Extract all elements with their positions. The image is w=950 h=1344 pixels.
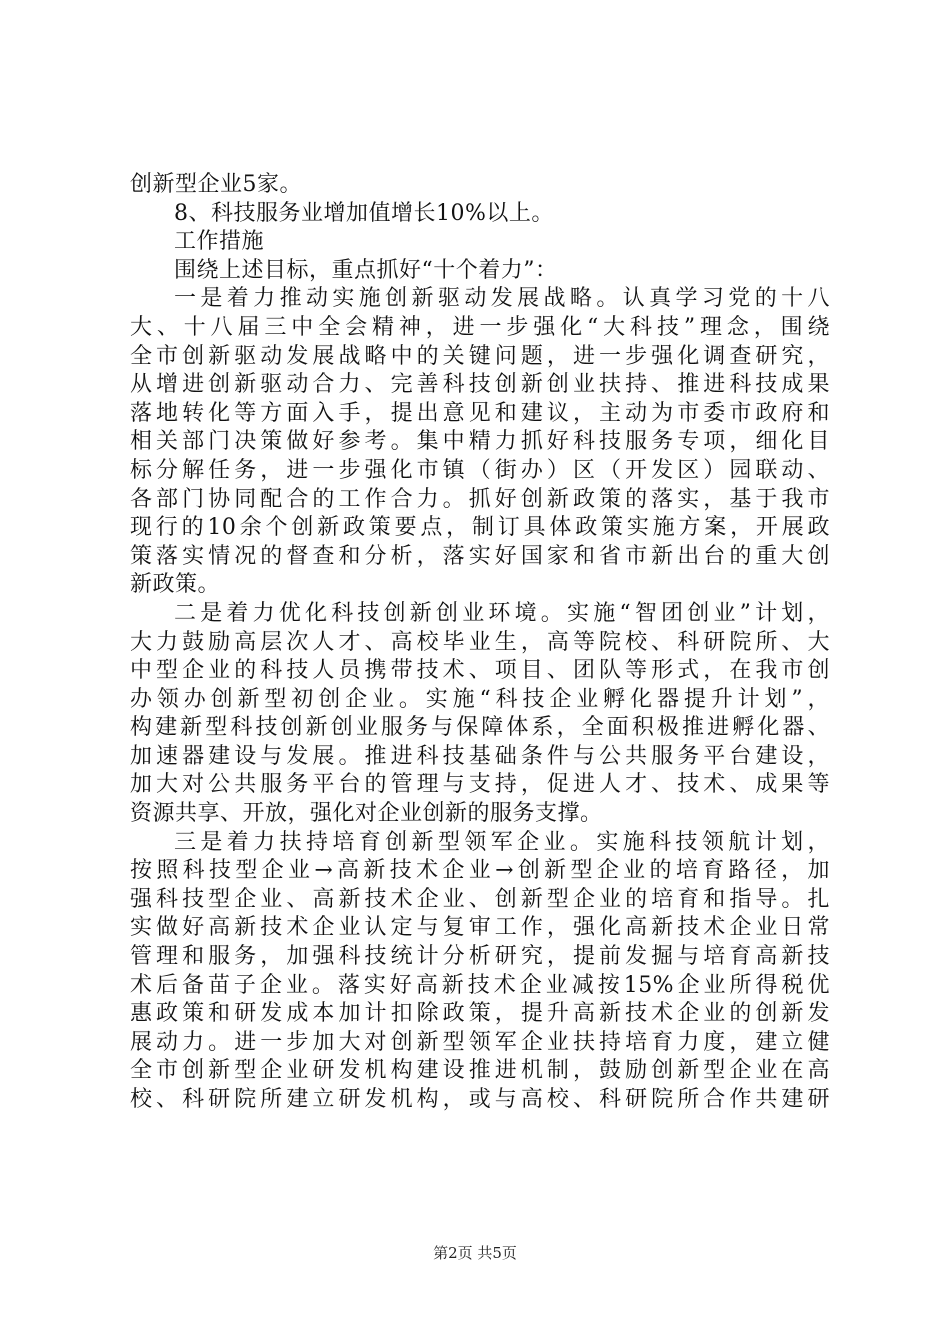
- page-footer: 第2页 共5页: [433, 1244, 517, 1262]
- text-line: 三是着力扶持培育创新型领军企业。实施科技领航计划，: [174, 829, 830, 855]
- text-line: 强科技型企业、高新技术企业、创新型企业的培育和指导。扎: [130, 886, 830, 912]
- text-line: 构建新型科技创新创业服务与保障体系，全面积极推进孵化器、: [130, 715, 830, 741]
- text-line: 全市创新型企业研发机构建设推进机制，鼓励创新型企业在高: [130, 1058, 830, 1084]
- text-line: 加速器建设与发展。推进科技基础条件与公共服务平台建设，: [130, 743, 830, 769]
- text-line: 相关部门决策做好参考。集中精力抓好科技服务专项，细化目: [130, 429, 830, 455]
- text-line: 从增进创新驱动合力、完善科技创新创业扶持、推进科技成果: [130, 372, 830, 398]
- text-line: 办领办创新型初创企业。实施“科技企业孵化器提升计划”，: [130, 686, 830, 712]
- text-line: 创新型企业5家。: [130, 172, 302, 197]
- text-line: 按照科技型企业→高新技术企业→创新型企业的培育路径，加: [130, 858, 830, 884]
- text-line: 实做好高新技术企业认定与复审工作，强化高新技术企业日常: [130, 915, 830, 941]
- text-line: 标分解任务，进一步强化市镇（街办）区（开发区）园联动、: [130, 457, 830, 483]
- text-line: 策落实情况的督查和分析，落实好国家和省市新出台的重大创: [130, 543, 830, 569]
- text-line: 二是着力优化科技创新创业环境。实施“智团创业”计划，: [174, 600, 830, 626]
- text-line: 惠政策和研发成本加计扣除政策，提升高新技术企业的创新发: [130, 1001, 830, 1027]
- text-line: 工作措施: [174, 229, 265, 255]
- text-line: 现行的10余个创新政策要点，制订具体政策实施方案，开展政: [130, 515, 830, 541]
- text-line: 大力鼓励高层次人才、高校毕业生，高等院校、科研院所、大: [130, 629, 830, 655]
- text-line: 落地转化等方面入手，提出意见和建议，主动为市委市政府和: [130, 400, 830, 426]
- text-line: 校、科研院所建立研发机构，或与高校、科研院所合作共建研: [130, 1087, 830, 1112]
- text-line: 各部门协同配合的工作合力。抓好创新政策的落实，基于我市: [130, 486, 830, 512]
- text-line: 围绕上述目标，重点抓好“十个着力”：: [174, 257, 558, 283]
- text-line: 全市创新驱动发展战略中的关键问题，进一步强化调查研究，: [130, 343, 830, 369]
- text-line: 展动力。进一步加大对创新型领军企业扶持培育力度，建立健: [130, 1029, 830, 1055]
- text-line: 大、十八届三中全会精神，进一步强化“大科技”理念，围绕: [130, 314, 830, 340]
- text-line: 资源共享、开放，强化对企业创新的服务支撑。: [130, 801, 603, 827]
- text-line: 新政策。: [130, 572, 221, 598]
- text-line: 管理和服务，加强科技统计分析研究，提前发掘与培育高新技: [130, 944, 830, 970]
- document-body: [130, 171, 830, 1115]
- text-line: 中型企业的科技人员携带技术、项目、团队等形式，在我市创: [130, 658, 830, 684]
- text-line: 加大对公共服务平台的管理与支持，促进人才、技术、成果等: [130, 772, 830, 798]
- text-line: 8、科技服务业增加值增长10%以上。: [174, 200, 554, 226]
- text-line: 一是着力推动实施创新驱动发展战略。认真学习党的十八: [174, 286, 830, 312]
- text-line: 术后备苗子企业。落实好高新技术企业减按15%企业所得税优: [130, 972, 830, 998]
